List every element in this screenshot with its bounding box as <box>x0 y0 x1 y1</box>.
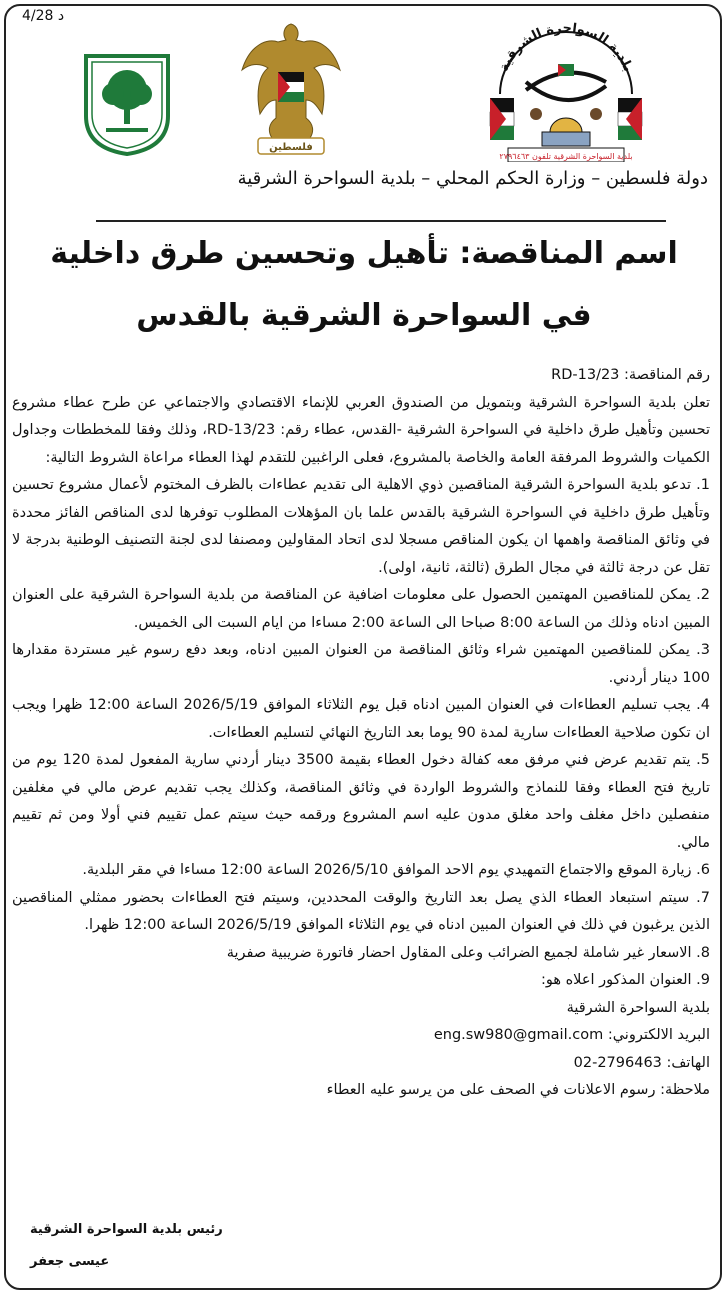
tender-number: رقم المناقصة: RD-13/23 <box>551 367 710 383</box>
signature-name: عيسى جعفر <box>30 1254 110 1269</box>
tender-body <box>12 362 710 1105</box>
page-corner-label: 4/28 د <box>22 8 65 24</box>
phone-label: الهاتف: <box>666 1054 710 1071</box>
condition-item-5: 5. يتم تقديم عرض فني مرفق معه كفالة دخول العطاء بقيمة 3500 دينار أردني سارية المفعول لمدة 120 يوم من تاريخ فتح العطاء وفقا للنماذج والشروط الواردة في وثائق المناقصة، وكذلك يجب تقديم عرض مالي في مغلفين منفصلين داخل مغلف واحد مغلق مدون عليه اسم المشروع ورقمه حيث سيتم عمل تقييم فني أولا ومن ثم تقييم مالي. <box>12 752 710 851</box>
signature-title: رئيس بلدية السواحرة الشرقية <box>30 1222 223 1237</box>
tender-title-line2: في السواحرة الشرقية بالقدس <box>136 298 592 333</box>
green-tree-emblem-icon <box>80 52 174 156</box>
government-header-line: دولة فلسطين – وزارة الحكم المحلي – بلدية السواحرة الشرقية <box>237 168 708 189</box>
condition-item-6: 6. زيارة الموقع والاجتماع التمهيدي يوم الاحد الموافق 2026/5/10 الساعة 12:00 مساءا في مقر البلدية. <box>82 862 710 878</box>
condition-item-4: 4. يجب تسليم العطاءات في العنوان المبين ادناه قبل يوم الثلاثاء الموافق 2026/5/19 الساعة 12:00 ظهرا ويجب ان تكون صلاحية العطاءات سارية لمدة 90 يوما بعد التاريخ النهائي لتسليم العطاءات. <box>12 697 710 741</box>
address-phone-row <box>12 1050 710 1078</box>
palestine-eagle-icon <box>238 20 344 158</box>
condition-item-1: 1. تدعو بلدية السواحرة الشرقية المناقصين ذوي الاهلية الى تقديم عطاءات بالظرف المختوم لأعمال مشروع تحسين وتأهيل طرق داخلية في السواحرة الشرقية بالقدس علما بان المؤهلات المطلوب توفرها لدى المناقص الفائز محددة في وثائق المناقصة واهمها ان يكون المناقص مسجلا لدى اتحاد المقاولين ومصنفا لدى لجنة التصنيف الوطنية بدرجة لا تقل عن درجة ثالثة في مجال الطرق (ثالثة، ثانية، اولى). <box>12 477 710 576</box>
emblem-bottom-text: بلدية السواحرة الشرقية تلفون ٢٧٩٦٤٦٣ <box>499 152 633 161</box>
condition-item-2: 2. يمكن للمناقصين المهتمين الحصول على معلومات اضافية عن المناقصة من بلدية السواحرة الشرقية على العنوان المبين ادناه وذلك من الساعة 8:00 صباحا الى الساعة 2:00 مساءا من ايام السبت الى الخميس. <box>12 587 710 631</box>
address-name: بلدية السواحرة الشرقية <box>566 999 710 1016</box>
email-link[interactable]: eng.sw980@gmail.com <box>433 1027 604 1043</box>
email-label: البريد الالكتروني: <box>607 1027 710 1043</box>
municipality-emblem-icon <box>486 20 646 162</box>
ads-fee-note: ملاحظة: رسوم الاعلانات في الصحف على من يرسو عليه العطاء <box>326 1082 710 1098</box>
logos-row <box>0 20 728 162</box>
eagle-caption: فلسطين <box>269 142 313 153</box>
phone-number: 02-2796463 <box>573 1054 662 1071</box>
address-email-row <box>12 1022 710 1050</box>
tender-title-line1: اسم المناقصة: تأهيل وتحسين طرق داخلية <box>50 236 678 271</box>
condition-item-7: 7. سيتم استبعاد العطاء الذي يصل بعد التاريخ والوقت المحددين، وسيتم فتح العطاءات بحضور ممثلي المناقصين الذين يرغبون في ذلك في العنوان المبين ادناه في يوم الثلاثاء الموافق 2026/5/19 الساعة 12:00 ظهرا. <box>12 889 710 933</box>
condition-item-8: 8. الاسعار غير شاملة لجميع الضرائب وعلى المقاول احضار فاتورة ضريبية صفرية <box>226 944 710 961</box>
condition-item-9: 9. العنوان المذكور اعلاه هو: <box>540 972 710 988</box>
divider <box>96 220 666 222</box>
emblem-arc-text: بلدية السواحرة الشرقية <box>496 20 636 74</box>
intro-paragraph: تعلن بلدية السواحرة الشرقية وبتمويل من الصندوق العربي للإنماء الاقتصادي والاجتماعي عن طرح عطاء مشروع تحسين وتأهيل طرق داخلية في السواحرة الشرقية -القدس، عطاء رقم: RD-13/23، وذلك وفقا للمخططات وجداول الكميات والشروط المرفقة العامة والخاصة بالمشروع، فعلى الراغبين للتقدم لهذا العطاء مراعاة الشروط التالية: <box>12 394 710 466</box>
condition-item-3: 3. يمكن للمناقصين المهتمين شراء وثائق المناقصة من العنوان المبين ادناه، وبعد دفع رسوم غير مستردة مقدارها 100 دينار أردني. <box>12 642 710 686</box>
